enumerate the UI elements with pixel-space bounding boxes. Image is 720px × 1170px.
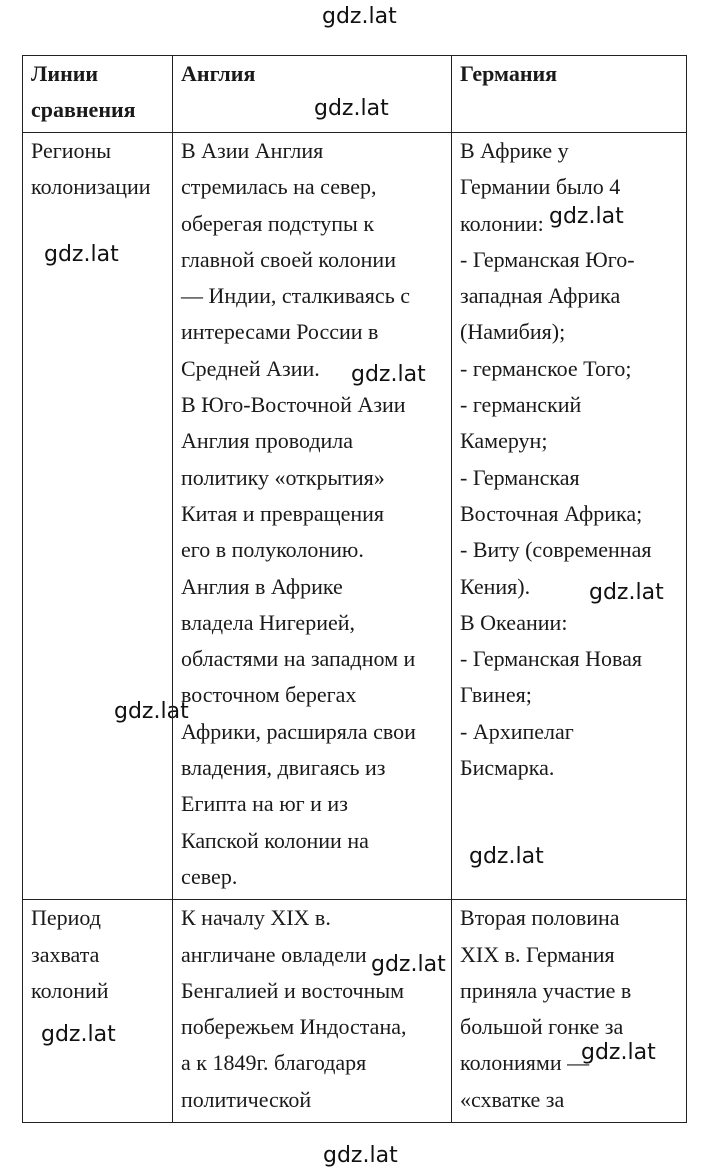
cell-text-line: восточном берегах: [181, 682, 357, 708]
watermark-left-1: gdz.lat: [44, 242, 119, 267]
cell-text-line: сравнения: [31, 97, 136, 122]
cell-text-line: - Германская Новая: [460, 646, 642, 672]
cell-text-line: - Германская Юго-: [460, 246, 635, 272]
cell-text-line: англичане овладели: [181, 941, 367, 967]
cell-text-line: Германии было 4: [460, 174, 621, 200]
cell-text-line: - германский: [460, 392, 582, 418]
cell-text-line: Германия: [460, 61, 558, 86]
cell-text-line: - германское Того;: [460, 355, 632, 381]
cell-text-line: К началу XIX в.: [181, 905, 331, 931]
cell-text-line: Период: [31, 905, 101, 931]
cell-text-line: - Германская: [460, 464, 580, 490]
cell-text-line: политической: [181, 1086, 312, 1112]
cell-text-line: приняла участие в: [460, 977, 632, 1003]
cell-text-line: Гвинея;: [460, 682, 532, 708]
watermark-center-2: gdz.lat: [371, 952, 446, 977]
cell-text-line: Регионы: [31, 138, 112, 163]
watermark-right-3: gdz.lat: [469, 844, 544, 869]
cell-text-line: владела Нигерией,: [181, 609, 356, 635]
table-row: [23, 900, 687, 1123]
cell-text-line: Линии: [31, 61, 99, 86]
cell-text-line: «схватке за: [460, 1086, 565, 1112]
cell-text-line: колонии:: [460, 210, 544, 236]
watermark-right-4: gdz.lat: [581, 1040, 656, 1065]
cell-text-line: — Индии, сталкиваясь с: [181, 283, 410, 309]
cell-text-line: колонизации: [31, 174, 151, 200]
cell-text-line: его в полуколонию.: [181, 537, 364, 563]
cell-text-line: Египта на юг и из: [181, 791, 348, 817]
cell-text-line: Бисмарка.: [460, 755, 555, 781]
cell-text-line: Англия в Африке: [181, 573, 343, 599]
cell-text-line: оберегая подступы к: [181, 210, 375, 236]
row-2-criterion: [23, 900, 173, 1123]
row-1-germany: [452, 133, 687, 900]
cell-text-line: XIX в. Германия: [460, 941, 615, 967]
watermark-right-2: gdz.lat: [589, 580, 664, 605]
header-germany: [452, 56, 687, 133]
watermark-left-3: gdz.lat: [41, 1022, 116, 1047]
cell-text-line: - Виту (современная: [460, 537, 652, 563]
cell-text-line: север.: [181, 863, 238, 889]
cell-text-line: В Океании:: [460, 609, 568, 635]
row-2-germany: [452, 900, 687, 1123]
cell-text-line: а к 1849г. благодаря: [181, 1050, 367, 1076]
cell-text-line: Африки, расширяла свои: [181, 718, 416, 744]
cell-text-line: Англия: [181, 61, 256, 86]
cell-text-line: В Юго-Восточной Азии: [181, 392, 406, 418]
cell-text-line: побережьем Индостана,: [181, 1014, 407, 1040]
cell-text-line: Вторая половина: [460, 905, 620, 931]
header-england: [173, 56, 452, 133]
cell-text-line: областями на западном и: [181, 646, 416, 672]
table-row: [23, 133, 687, 900]
watermark-bottom: gdz.lat: [323, 1143, 398, 1168]
row-2-england: [173, 900, 452, 1123]
watermark-header: gdz.lat: [314, 96, 389, 121]
row-1-england: [173, 133, 452, 900]
cell-text-line: колониями —: [460, 1050, 590, 1076]
cell-text-line: Восточная Африка;: [460, 500, 643, 526]
watermark-right-1: gdz.lat: [549, 204, 624, 229]
cell-text-line: интересами России в: [181, 319, 379, 345]
cell-text-line: владения, двигаясь из: [181, 755, 386, 781]
cell-text-line: Камерун;: [460, 428, 548, 454]
cell-text-line: колоний: [31, 977, 109, 1003]
cell-text-line: Бенгалией и восточным: [181, 977, 405, 1003]
table-header-row: [23, 56, 687, 133]
cell-text-line: (Намибия);: [460, 319, 566, 345]
cell-text-line: В Азии Англия: [181, 138, 324, 163]
cell-text-line: Англия проводила: [181, 428, 354, 454]
row-1-criterion: [23, 133, 173, 900]
header-criteria: [23, 56, 173, 133]
cell-text-line: Капской колонии на: [181, 827, 369, 853]
cell-text-line: стремилась на север,: [181, 174, 377, 200]
cell-text-line: В Африке у: [460, 138, 569, 163]
cell-text-line: Средней Азии.: [181, 355, 320, 381]
comparison-table: [22, 55, 687, 1123]
cell-text-line: Китая и превращения: [181, 500, 385, 526]
watermark-center-1: gdz.lat: [351, 362, 426, 387]
watermark-left-2: gdz.lat: [114, 699, 189, 724]
cell-text-line: - Архипелаг: [460, 718, 574, 744]
cell-text-line: политику «открытия»: [181, 464, 385, 490]
cell-text-line: большой гонке за: [460, 1014, 624, 1040]
cell-text-line: захвата: [31, 941, 100, 967]
cell-text-line: западная Африка: [460, 283, 621, 309]
watermark-top: gdz.lat: [322, 4, 397, 29]
cell-text-line: главной своей колонии: [181, 246, 396, 272]
cell-text-line: Кения).: [460, 573, 531, 599]
